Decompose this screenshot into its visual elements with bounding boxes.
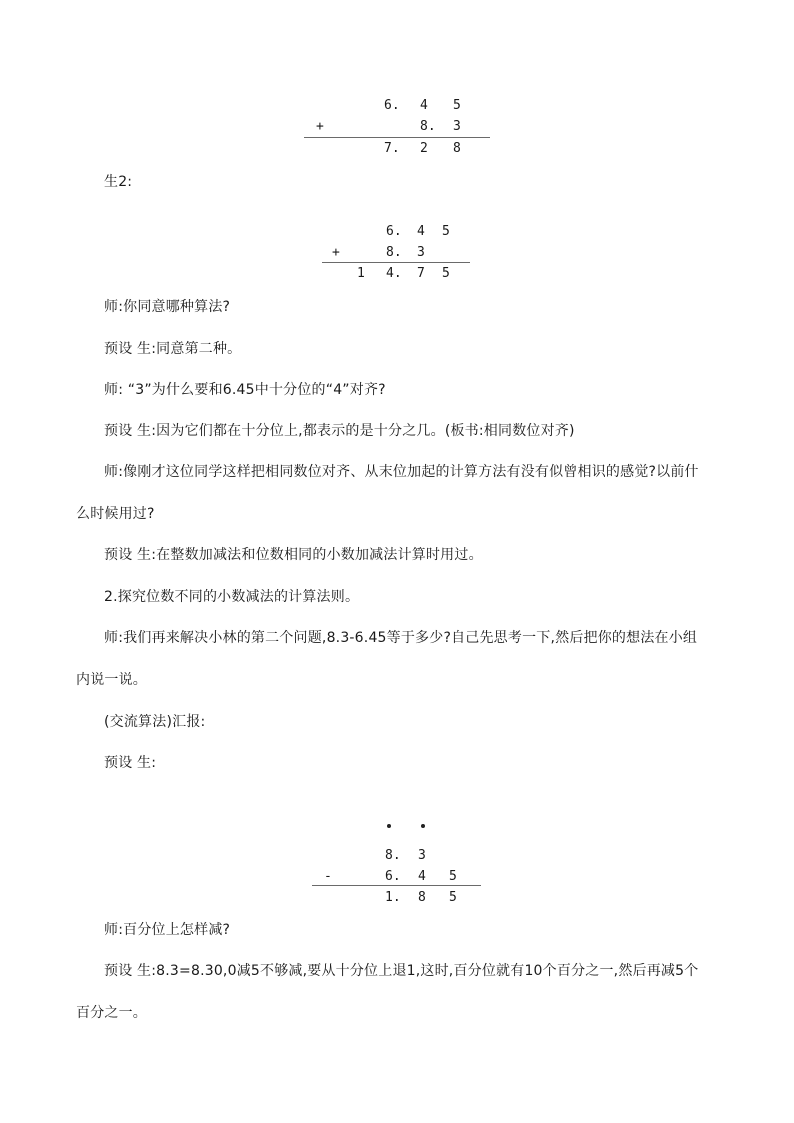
section-heading: 2.探究位数不同的小数减法的计算法则。 — [104, 589, 360, 605]
calc1-res-d2: 2 — [420, 141, 428, 156]
calc3-operator: - — [324, 869, 332, 884]
paragraph: 预设 生: — [104, 755, 157, 771]
student-2-label: 生2: — [104, 174, 133, 190]
paragraph: 预设 生:在整数加减法和位数相同的小数加减法计算时用过。 — [104, 547, 483, 563]
calc2-r2-d1: 8. — [386, 245, 402, 260]
calc2-r1-d2: 4 — [417, 224, 425, 239]
paragraph: 预设 生:同意第二种。 — [104, 341, 242, 357]
calc1-r1-d3: 5 — [453, 98, 461, 113]
calc2-res-d3: 7 — [417, 266, 425, 281]
borrow-dot — [421, 824, 425, 828]
borrow-dot — [387, 824, 391, 828]
calc2-r1-d3: 5 — [442, 224, 450, 239]
calc1-r1-d1: 6. — [384, 98, 400, 113]
paragraph: 师: “3”为什么要和6.45中十分位的“4”对齐? — [104, 382, 386, 398]
paragraph: 师:百分位上怎样减? — [104, 922, 231, 938]
paragraph: 师:像刚才这位同学这样把相同数位对齐、从末位加起的计算方法有没有似曾相识的感觉?以前什 — [104, 464, 699, 480]
paragraph-continuation: 么时候用过? — [76, 506, 155, 522]
calc3-res-d2: 8 — [418, 890, 426, 905]
calc1-res-d3: 8 — [453, 141, 461, 156]
calc1-r2-d2: 3 — [453, 119, 461, 134]
calc3-r1-d1: 8. — [385, 848, 401, 863]
paragraph: 师:我们再来解决小林的第二个问题,8.3-6.45等于多少?自己先思考一下,然后把你的想法在小组 — [104, 630, 698, 646]
paragraph: 预设 生:因为它们都在十分位上,都表示的是十分之几。(板书:相同数位对齐) — [104, 423, 575, 439]
paragraph: (交流算法)汇报: — [104, 714, 206, 730]
calc2-res-d1: 1 — [357, 266, 365, 281]
calc1-rule — [304, 137, 490, 138]
calc3-res-d1: 1. — [385, 890, 401, 905]
paragraph: 师:你同意哪种算法? — [104, 299, 231, 315]
calc3-rule — [312, 885, 481, 886]
calc3-r2-d1: 6. — [385, 869, 401, 884]
paragraph-continuation: 内说一说。 — [76, 672, 147, 688]
calc2-rule — [322, 262, 470, 263]
calc2-r1-d1: 6. — [386, 224, 402, 239]
calc3-res-d3: 5 — [449, 890, 457, 905]
calc2-res-d4: 5 — [442, 266, 450, 281]
paragraph: 预设 生:8.3=8.30,0减5不够减,要从十分位上退1,这时,百分位就有10个百分之一,然后再减5个 — [104, 963, 699, 979]
calc1-operator: + — [316, 119, 324, 134]
calc1-r1-d2: 4 — [420, 98, 428, 113]
calc3-r2-d2: 4 — [418, 869, 426, 884]
calc1-res-d1: 7. — [384, 141, 400, 156]
calc3-r1-d2: 3 — [418, 848, 426, 863]
calc2-res-d2: 4. — [386, 266, 402, 281]
calc3-r2-d3: 5 — [449, 869, 457, 884]
calc1-r2-d1: 8. — [420, 119, 436, 134]
calc2-r2-d2: 3 — [417, 245, 425, 260]
paragraph-continuation: 百分之一。 — [76, 1005, 147, 1021]
calc2-operator: + — [332, 245, 340, 260]
